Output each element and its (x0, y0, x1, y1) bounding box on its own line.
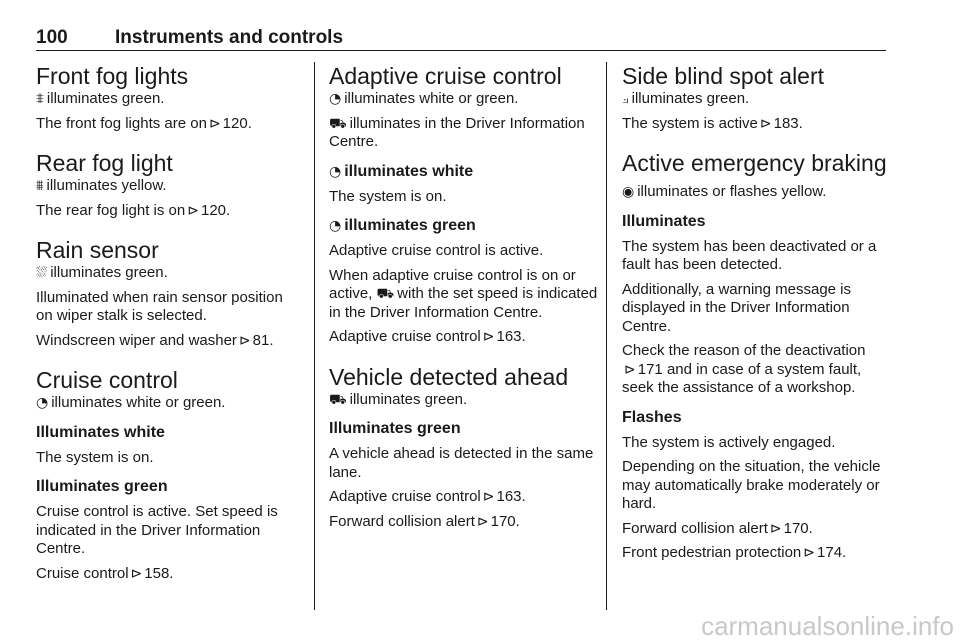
page-ref: 120. (222, 114, 252, 132)
subheading: Illuminates (622, 212, 706, 230)
column-3: Side blind spot alert ⟓ illuminates green. The system is active ⊳ 183. Active emergency braking ◉ illuminates or flashes yellow. Illuminates The system has been deactivated or a fault has been detected. Additionally, a warning message is displayed in the Driver Information Centre. Check the reason of the deactivation ⊳ 171 and in case of a system fault, seek the assistance of a workshop. Flashes The system is actively engaged. Depending on the situation, the vehicle may automatically brake moderately or hard. Forward collision alert ⊳ 170. Front pedestrian protection ⊳ 174. (622, 62, 892, 563)
adaptive-cruise-icon: ◔ (329, 218, 342, 234)
page-ref: 163. (496, 328, 526, 345)
page-ref: 170. (490, 512, 520, 530)
vehicle-ahead-small-icon: ⛟ (329, 115, 347, 132)
rear-fog-light-icon: ⩩ (36, 178, 44, 194)
chapter-title: Instruments and controls (115, 27, 344, 48)
section-heading: Vehicle detected ahead (329, 363, 569, 390)
page-ref-arrow-icon: ⊳ (208, 115, 221, 132)
column-divider (314, 62, 315, 610)
page-ref: 163. (496, 488, 526, 505)
emergency-braking-icon: ◉ (622, 184, 635, 200)
rain-sensor-icon: ⛆ (36, 265, 48, 281)
section-heading: Adaptive cruise control (329, 63, 562, 89)
side-blind-spot-icon: ⟓ (622, 91, 629, 107)
page-ref-arrow-icon: ⊳ (624, 361, 636, 378)
page-ref-arrow-icon: ⊳ (187, 202, 199, 219)
section-heading: Front fog lights (36, 63, 189, 89)
column-2: Adaptive cruise control ◔ illuminates white or green. ⛟ illuminates in the Driver Information Centre. ◔ illuminates white The system is on. ◔ illuminates green Adaptive cruise control is active. When adaptive cruise control is on or active, ⛟ with the set speed is indicated in the Driver Information Centre. Adaptive cruise control ⊳ 163. Vehicle detected ahead ⛟ illuminates green. Illuminates green A vehicle ahead is detected in the same lane. Adaptive cruise control ⊳ 163. Forward collision alert ⊳ 170. (329, 63, 598, 530)
section-heading: Rear fog light (36, 150, 173, 176)
subheading: Illuminates green (36, 478, 168, 495)
page-ref: 183. (773, 114, 803, 132)
adaptive-cruise-icon: ◔ (329, 163, 342, 180)
page-ref-arrow-icon: ⊳ (238, 332, 251, 349)
page-ref-arrow-icon: ⊳ (803, 545, 816, 561)
page-header (36, 24, 886, 51)
page-ref-arrow-icon: ⊳ (482, 329, 495, 345)
section-heading: Rain sensor (36, 237, 159, 263)
page-ref: 174. (817, 544, 847, 561)
front-fog-light-icon: ⩨ (36, 91, 44, 107)
page-ref: 170. (783, 519, 813, 537)
page-ref-arrow-icon: ⊳ (769, 520, 782, 537)
page-ref-arrow-icon: ⊳ (482, 489, 495, 505)
subheading: Flashes (622, 408, 682, 426)
page-ref-arrow-icon: ⊳ (476, 513, 489, 530)
page-ref-arrow-icon: ⊳ (130, 565, 143, 582)
column-1: Front fog lights ⩨ illuminates green. The front fog lights are on ⊳ 120. Rear fog light ⩩ illuminates yellow. The rear fog light is on ⊳ 120. Rain sensor ⛆ illuminates green. Illuminated when rain sensor position on wiper stalk is selected. Windscreen wiper and washer ⊳ 81. Cruise control ◔ illuminates white or green. Illuminates white The system is on. Illuminates green Cruise control is active. Set speed is indicated in the Driver Information Centre. Cruise control ⊳ 158. (36, 62, 298, 583)
page-ref: 81. (252, 331, 274, 349)
section-heading: Cruise control (36, 367, 178, 393)
vehicle-ahead-small-icon: ⛟ (376, 286, 395, 302)
subheading: Illuminates white (36, 423, 165, 441)
page-ref-arrow-icon: ⊳ (759, 115, 772, 132)
page-number: 100 (36, 27, 68, 48)
section-heading: Active emergency braking (622, 150, 887, 176)
subheading: illuminates white (344, 162, 474, 180)
column-divider (606, 62, 607, 610)
cruise-control-icon: ◔ (36, 395, 49, 411)
section-heading: Side blind spot alert (622, 63, 825, 89)
adaptive-cruise-icon: ◔ (329, 91, 342, 107)
page-ref: 120. (200, 201, 231, 219)
page-ref: 171 (637, 360, 663, 378)
subheading: Illuminates green (329, 420, 461, 437)
watermark: carmanualsonline.info (701, 611, 954, 641)
subheading: illuminates green (344, 217, 476, 234)
page-ref: 158. (144, 564, 174, 582)
vehicle-ahead-icon: ⛟ (329, 391, 347, 408)
